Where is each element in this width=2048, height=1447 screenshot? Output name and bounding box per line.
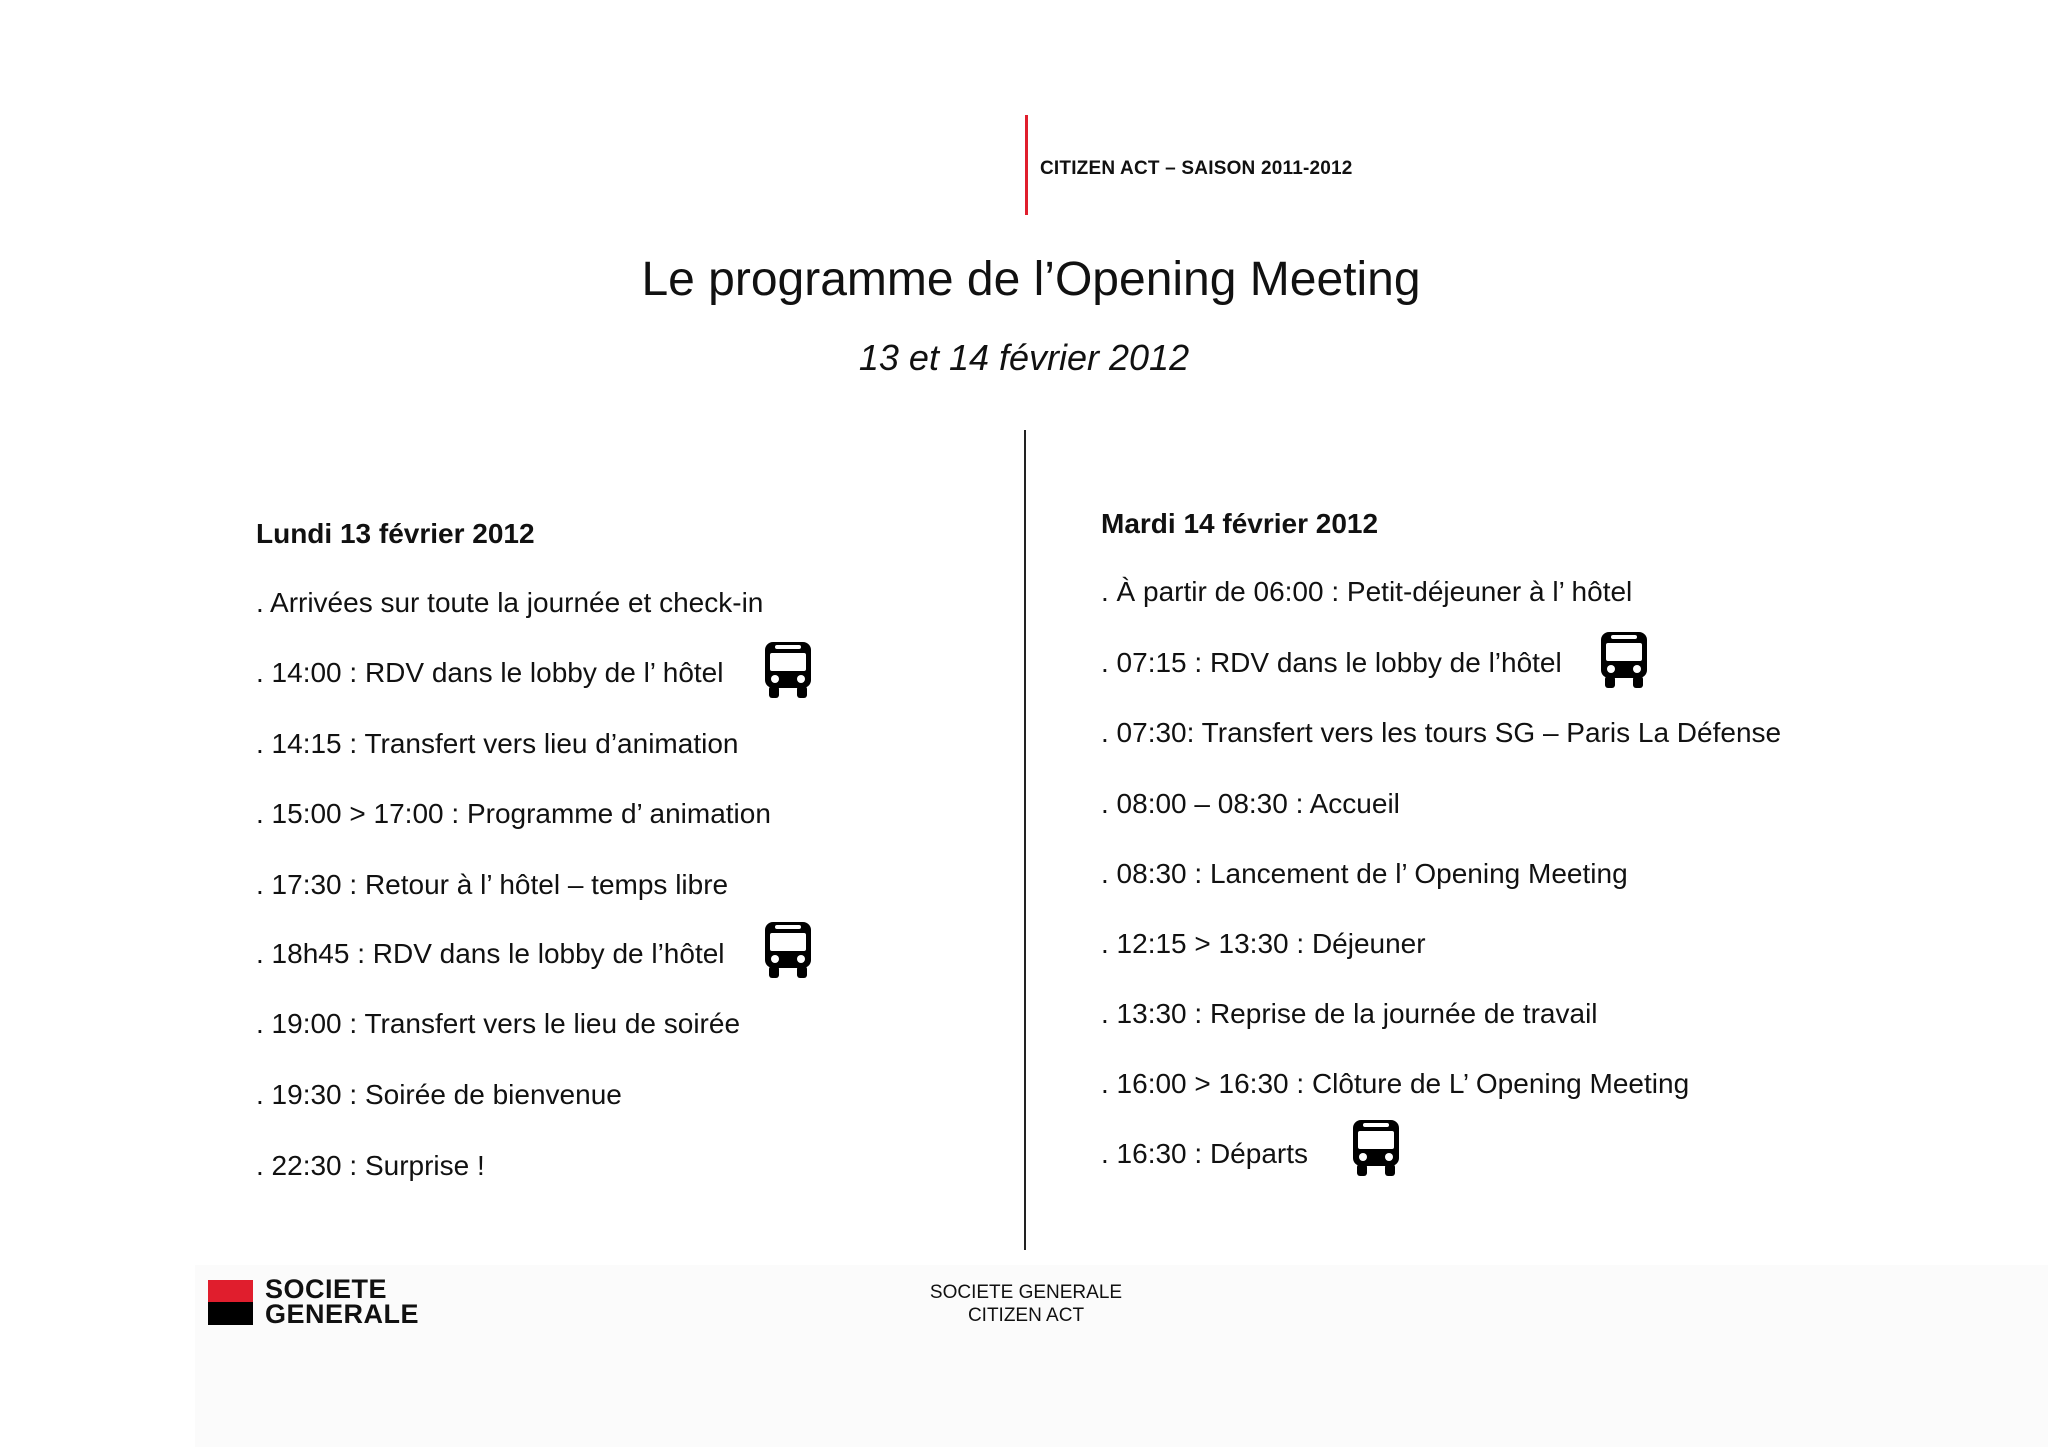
footer-caption-line-1: SOCIETE GENERALE (929, 1282, 1123, 1303)
campaign-label: CITIZEN ACT – SAISON 2011-2012 (1040, 158, 1353, 179)
tuesday-item-7: . 13:30 : Reprise de la journée de travail (1101, 998, 1598, 1029)
societe-generale-logo (208, 1274, 420, 1329)
bus-icon (1351, 1118, 1401, 1178)
monday-item-6: . 18h45 : RDV dans le lobby de l’hôtel (256, 938, 725, 969)
page-title: Le programme de l’Opening Meeting (641, 253, 1421, 306)
bus-icon (763, 920, 813, 980)
monday-heading: Lundi 13 février 2012 (256, 518, 535, 549)
tuesday-item-9: . 16:30 : Départs (1101, 1138, 1309, 1169)
logo-square-icon (208, 1280, 253, 1325)
tuesday-item-8: . 16:00 > 16:30 : Clôture de L’ Opening Meeting (1101, 1068, 1690, 1099)
monday-item-3: . 14:15 : Transfert vers lieu d’animation (256, 728, 739, 759)
page-subtitle: 13 et 14 février 2012 (858, 337, 1190, 378)
bus-icon (763, 640, 813, 700)
footer-caption (820, 1281, 1232, 1327)
tuesday-item-1: . À partir de 06:00 : Petit-déjeuner à l’ hôtel (1101, 576, 1633, 607)
monday-item-8: . 19:30 : Soirée de bienvenue (256, 1079, 622, 1110)
monday-item-5: . 17:30 : Retour à l’ hôtel – temps libre (256, 869, 729, 900)
monday-item-4: . 15:00 > 17:00 : Programme d’ animation (256, 798, 771, 829)
tuesday-item-2: . 07:15 : RDV dans le lobby de l’hôtel (1101, 647, 1562, 678)
monday-item-1: . Arrivées sur toute la journée et check-in (256, 587, 764, 618)
footer-caption-line-2: CITIZEN ACT (967, 1305, 1085, 1326)
monday-item-7: . 19:00 : Transfert vers le lieu de soirée (256, 1008, 741, 1039)
logo-wordmark (265, 1274, 420, 1329)
tuesday-item-3: . 07:30: Transfert vers les tours SG – Paris La Défense (1101, 717, 1782, 748)
tuesday-item-4: . 08:00 – 08:30 : Accueil (1101, 788, 1400, 819)
header-accent-rule (1025, 115, 1028, 215)
bus-icon (1599, 630, 1649, 690)
logo-line-1: SOCIETE (265, 1274, 388, 1304)
logo-line-2: GENERALE (265, 1299, 420, 1329)
tuesday-heading: Mardi 14 février 2012 (1101, 508, 1379, 539)
tuesday-item-6: . 12:15 > 13:30 : Déjeuner (1101, 928, 1426, 959)
tuesday-item-5: . 08:30 : Lancement de l’ Opening Meeting (1101, 858, 1628, 889)
column-divider (1024, 430, 1026, 1250)
monday-item-2: . 14:00 : RDV dans le lobby de l’ hôtel (256, 657, 724, 688)
monday-item-9: . 22:30 : Surprise ! (256, 1150, 485, 1181)
